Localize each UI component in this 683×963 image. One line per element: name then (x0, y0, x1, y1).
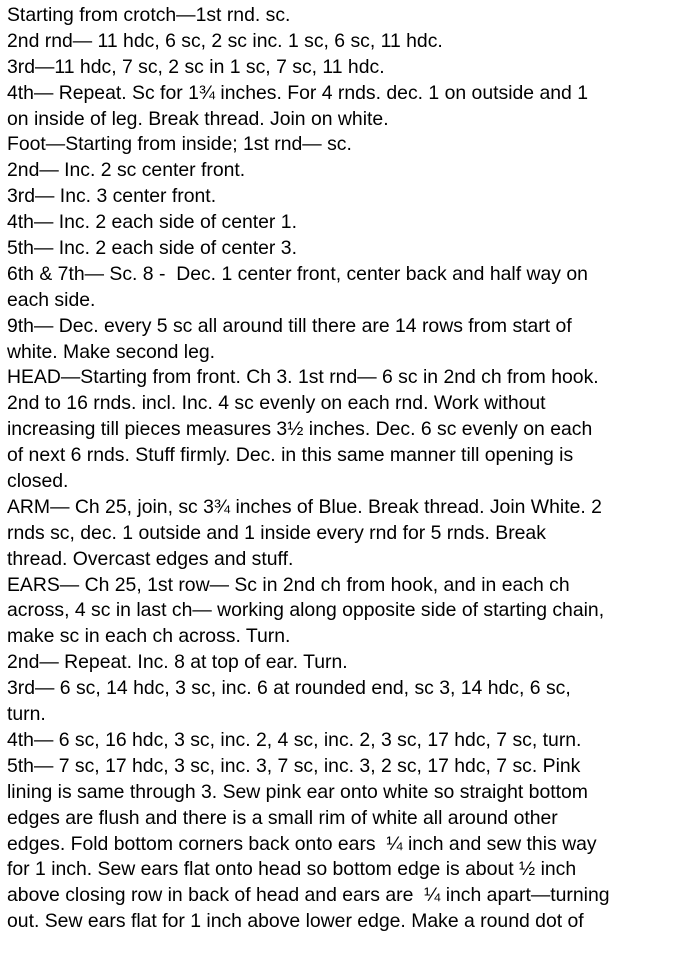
crochet-instructions-text (7, 3, 679, 935)
text-line: of next 6 rnds. Stuff firmly. Dec. in this same manner till opening is (7, 444, 574, 467)
text-line: 5th— 7 sc, 17 hdc, 3 sc, inc. 3, 7 sc, inc. 3, 2 sc, 17 hdc, 7 sc. Pink (7, 754, 581, 777)
text-line: Starting from crotch—1st rnd. sc. (7, 4, 291, 26)
text-line: thread. Overcast edges and stuff. (7, 547, 294, 570)
text-line: 3rd— 6 sc, 14 hdc, 3 sc, inc. 6 at rounded end, sc 3, 14 hdc, 6 sc, (7, 677, 571, 700)
text-line: out. Sew ears flat for 1 inch above lower edge. Make a round dot of (7, 910, 584, 933)
text-line: 4th— Repeat. Sc for 1¾ inches. For 4 rnds. dec. 1 on outside and 1 (7, 81, 588, 104)
text-line: 3rd— Inc. 3 center front. (7, 185, 217, 208)
text-line: 5th— Inc. 2 each side of center 3. (7, 237, 297, 260)
text-line: 2nd— Inc. 2 sc center front. (7, 159, 246, 182)
text-line: 2nd rnd— 11 hdc, 6 sc, 2 sc inc. 1 sc, 6 sc, 11 hdc. (7, 29, 443, 52)
text-line: Foot—Starting from inside; 1st rnd— sc. (7, 133, 352, 156)
text-line: 9th— Dec. every 5 sc all around till there are 14 rows from start of (7, 314, 572, 337)
text-line: 2nd— Repeat. Inc. 8 at top of ear. Turn. (7, 651, 348, 674)
text-line: for 1 inch. Sew ears flat onto head so bottom edge is about ½ inch (7, 858, 577, 881)
text-line: HEAD—Starting from front. Ch 3. 1st rnd— 6 sc in 2nd ch from hook. (7, 366, 599, 389)
text-line: above closing row in back of head and ears are ¼ inch apart—turning (7, 884, 610, 907)
text-line: edges. Fold bottom corners back onto ears ¼ inch and sew this way (7, 832, 597, 855)
text-line: closed. (7, 470, 69, 493)
text-line: rnds sc, dec. 1 outside and 1 inside every rnd for 5 rnds. Break (7, 521, 546, 544)
text-line: across, 4 sc in last ch— working along opposite side of starting chain, (7, 599, 605, 622)
text-line: edges are flush and there is a small rim of white all around other (7, 806, 558, 829)
text-line: make sc in each ch across. Turn. (7, 625, 291, 648)
text-line: increasing till pieces measures 3½ inches. Dec. 6 sc evenly on each (7, 418, 593, 441)
text-line: on inside of leg. Break thread. Join on white. (7, 107, 389, 130)
text-line: each side. (7, 288, 96, 311)
text-line: EARS— Ch 25, 1st row— Sc in 2nd ch from hook, and in each ch (7, 573, 570, 596)
text-line: 2nd to 16 rnds. incl. Inc. 4 sc evenly on each rnd. Work without (7, 392, 546, 415)
text-line: 6th & 7th— Sc. 8 - Dec. 1 center front, center back and half way on (7, 262, 588, 285)
text-line: ARM— Ch 25, join, sc 3¾ inches of Blue. Break thread. Join White. 2 (7, 495, 602, 518)
text-line: 4th— Inc. 2 each side of center 1. (7, 211, 297, 234)
text-line: white. Make second leg. (7, 340, 216, 363)
text-line: lining is same through 3. Sew pink ear onto white so straight bottom (7, 780, 588, 803)
text-line: 3rd—11 hdc, 7 sc, 2 sc in 1 sc, 7 sc, 11 hdc. (7, 55, 385, 78)
text-line: turn. (7, 703, 46, 726)
text-line: 4th— 6 sc, 16 hdc, 3 sc, inc. 2, 4 sc, inc. 2, 3 sc, 17 hdc, 7 sc, turn. (7, 728, 582, 751)
